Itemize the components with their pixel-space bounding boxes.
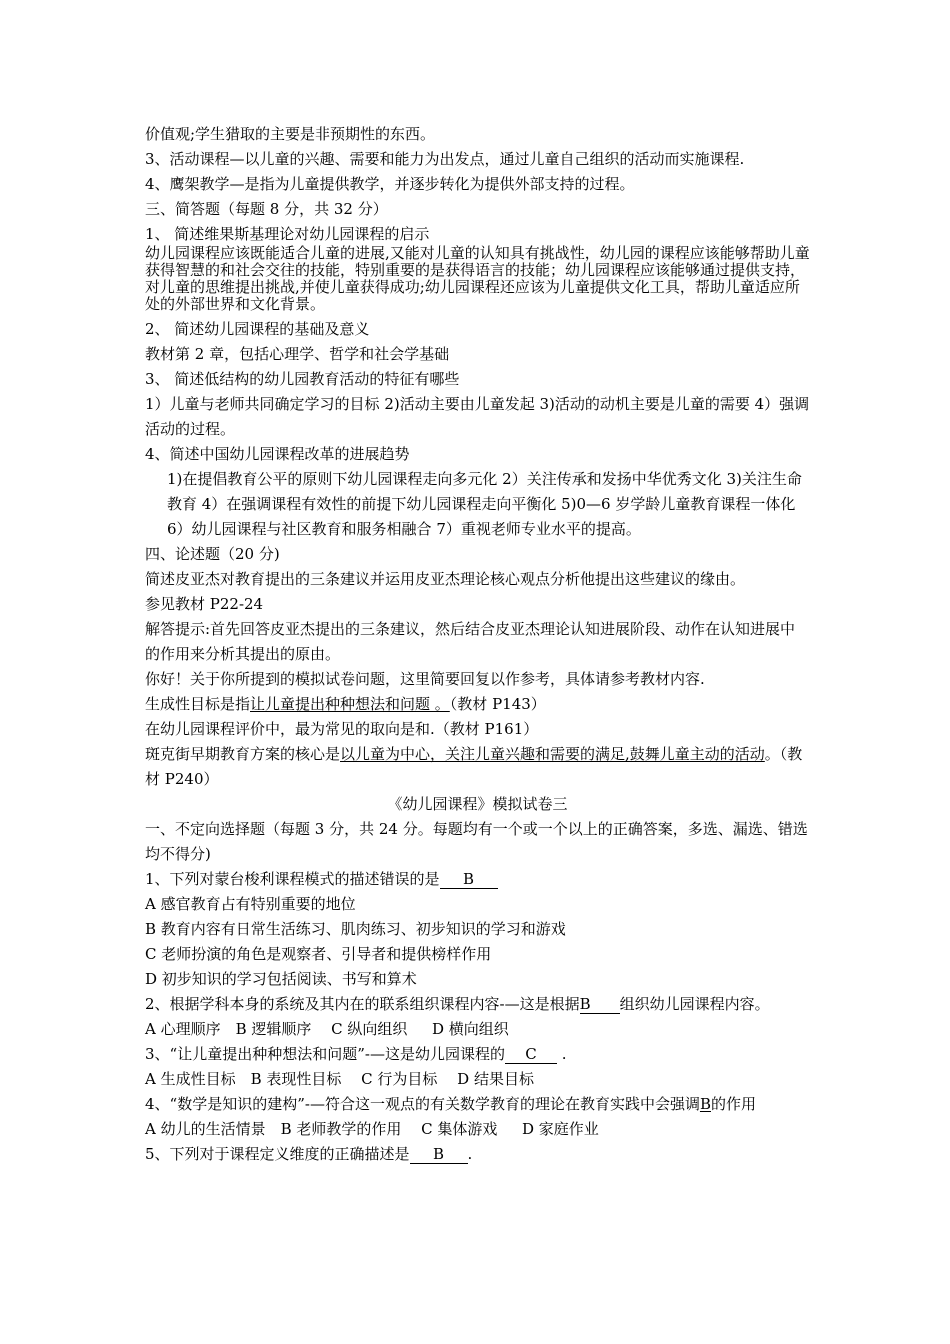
question-text: 5、下列对于课程定义维度的正确描述是 bbox=[145, 1145, 410, 1163]
question-heading: 4、简述中国幼儿园课程改革的进展趋势 bbox=[145, 445, 410, 463]
text-line: 参见教材 P22-24 bbox=[145, 595, 264, 613]
text-segment: 生成性目标是指 bbox=[145, 695, 251, 713]
answer-blank: B bbox=[410, 1146, 468, 1164]
answer-blank: B bbox=[440, 871, 498, 889]
question-heading: 2、 简述幼儿园课程的基础及意义 bbox=[145, 320, 370, 338]
answer-paragraph: 解答提示:首先回答皮亚杰提出的三条建议，然后结合皮亚杰理论认知进展阶段、动作在认知进展中的作用来分析其提出的原由。 bbox=[145, 620, 796, 663]
text-line bbox=[145, 742, 810, 792]
option-d: D 初步知识的学习包括阅读、书写和算术 bbox=[145, 970, 417, 988]
question-text: 的作用 bbox=[710, 1095, 756, 1113]
question-5 bbox=[145, 1142, 810, 1167]
text-segment: 斑克街早期教育方案的核心是 bbox=[145, 745, 341, 763]
question-text: 1、下列对蒙台梭利课程模式的描述错误的是 bbox=[145, 870, 440, 888]
underlined-answer: 以儿童为中心，关注儿童兴趣和需要的满足,鼓舞儿童主动的活动 bbox=[340, 745, 765, 763]
exam-title: 《幼儿园课程》模拟试卷三 bbox=[387, 795, 568, 813]
text-segment: 。（教材 P240） bbox=[145, 745, 803, 788]
answer-blank: B bbox=[699, 1095, 711, 1113]
options-line: A 生成性目标 B 表现性目标 C 行为目标 D 结果目标 bbox=[145, 1070, 534, 1088]
question-2 bbox=[145, 992, 810, 1017]
answer-paragraph: 幼儿园课程应该既能适合儿童的进展,又能对儿童的认知具有挑战性，幼儿园的课程应该能够帮助儿童获得智慧的和社会交往的技能，特别重要的是获得语言的技能；幼儿园课程应该能够通过提供支持，对儿童的思维提出挑战,并使儿童获得成功;幼儿园课程还应该为儿童提供文化工具，帮助儿童适应所处的外部世界和文化背景。 bbox=[145, 244, 810, 313]
option-a: A 感官教育占有特别重要的地位 bbox=[145, 895, 356, 913]
section-heading: 一、不定向选择题（每题 3 分，共 24 分。每题均有一个或一个以上的正确答案，多选、漏选、错选均不得分) bbox=[145, 820, 808, 863]
options-line: A 心理顺序 B 逻辑顺序 C 纵向组织 D 横向组织 bbox=[145, 1020, 509, 1038]
text-line: 简述皮亚杰对教育提出的三条建议并运用皮亚杰理论核心观点分析他提出这些建议的缘由。 bbox=[145, 570, 746, 588]
text-line: 教材第 2 章，包括心理学、哲学和社会学基础 bbox=[145, 345, 450, 363]
question-text: 3、“让儿童提出种种想法和问题”-—这是幼儿园课程的 bbox=[145, 1045, 505, 1063]
text-line: 3、活动课程—以儿童的兴趣、需要和能力为出发点，通过儿童自己组织的活动而实施课程. bbox=[145, 150, 745, 168]
text-line: 价值观;学生猎取的主要是非预期性的东西。 bbox=[145, 125, 436, 143]
question-text: 2、根据学科本身的系统及其内在的联系组织课程内容-—这是根据 bbox=[145, 995, 580, 1013]
answer-paragraph: 1）儿童与老师共同确定学习的目标 2)活动主要由儿童发起 3)活动的动机主要是儿童的需要 4）强调活动的过程。 bbox=[145, 395, 810, 438]
options-line: A 幼儿的生活情景 B 老师教学的作用 C 集体游戏 D 家庭作业 bbox=[145, 1120, 599, 1138]
option-b: B 教育内容有日常生活练习、肌肉练习、初步知识的学习和游戏 bbox=[145, 920, 566, 938]
option-c: C 老师扮演的角色是观察者、引导者和提供榜样作用 bbox=[145, 945, 492, 963]
question-heading: 3、 简述低结构的幼儿园教育活动的特征有哪些 bbox=[145, 370, 460, 388]
question-text: . bbox=[467, 1145, 473, 1163]
text-line: 4、鹰架教学—是指为儿童提供教学，并逐步转化为提供外部支持的过程。 bbox=[145, 175, 635, 193]
question-text: 4、“数学是知识的建构”-—符合这一观点的有关数学教育的理论在教育实践中会强调 bbox=[145, 1095, 700, 1113]
text-line: 在幼儿园课程评价中，最为常见的取向是和.（教材 P161） bbox=[145, 720, 539, 738]
text-segment: （教材 P143） bbox=[449, 695, 546, 713]
question-text: . bbox=[556, 1045, 567, 1063]
text-line bbox=[145, 692, 810, 717]
section-heading: 三、简答题（每题 8 分，共 32 分） bbox=[145, 200, 388, 218]
answer-blank: B bbox=[580, 996, 620, 1014]
text-line: 你好！关于你所提到的模拟试卷问题，这里简要回复以作参考，具体请参考教材内容. bbox=[145, 670, 705, 688]
answer-blank: C bbox=[505, 1046, 557, 1064]
section-heading: 四、论述题（20 分) bbox=[145, 545, 280, 563]
question-1 bbox=[145, 867, 810, 892]
question-text: 组织幼儿园课程内容。 bbox=[619, 995, 770, 1013]
document-page bbox=[145, 122, 810, 1167]
underlined-answer: 让儿童提出种种想法和问题 。 bbox=[250, 695, 450, 713]
answer-paragraph: 1)在提倡教育公平的原则下幼儿园课程走向多元化 2）关注传承和发扬中华优秀文化 3)关注生命教育 4）在强调课程有效性的前提下幼儿园课程走向平衡化 5)0—6 岁学龄儿童教育课程一体化 6）幼儿园课程与社区教育和服务相融合 7）重视老师专业水平的提高。 bbox=[167, 470, 802, 538]
question-4 bbox=[145, 1092, 810, 1117]
question-heading: 1、 简述维果斯基理论对幼儿园课程的启示 bbox=[145, 225, 430, 243]
question-3 bbox=[145, 1042, 810, 1067]
